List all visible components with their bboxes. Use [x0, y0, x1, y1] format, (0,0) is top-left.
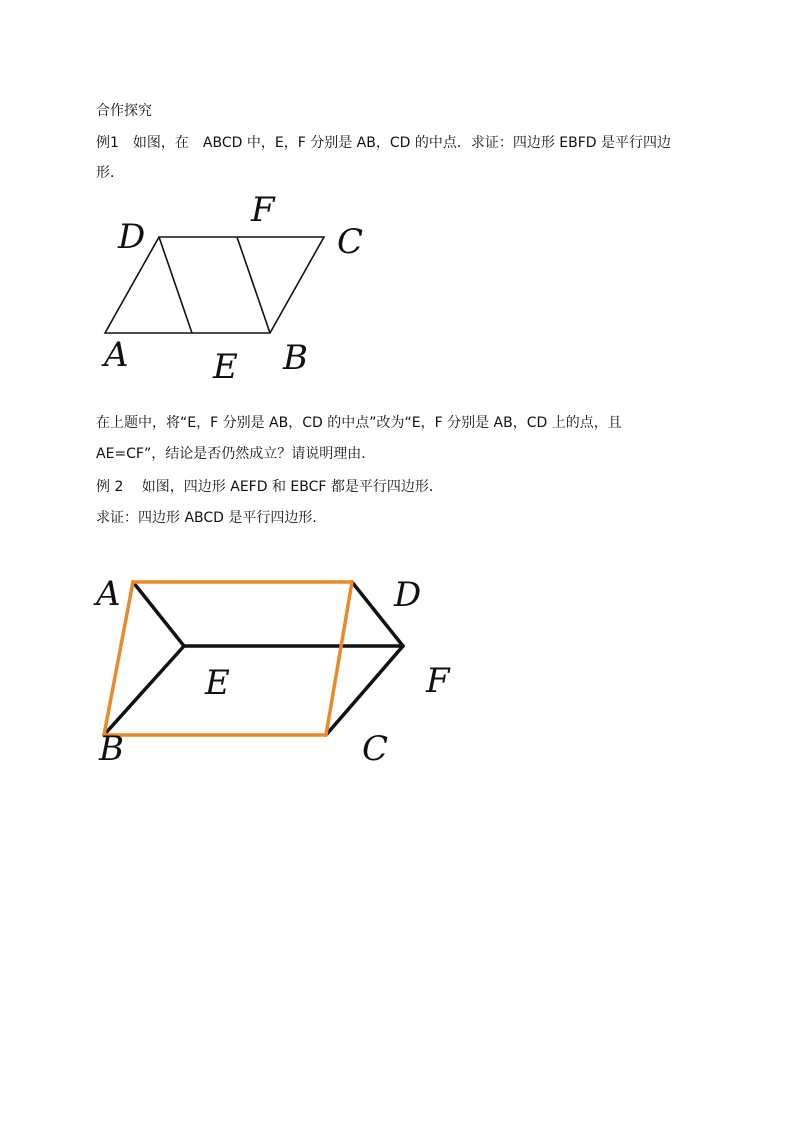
fig1-label-c: C: [337, 222, 364, 262]
fig2-label-a: A: [96, 574, 121, 614]
fig1-label-d: D: [118, 217, 146, 257]
fig2-segment-ae: [133, 582, 184, 646]
fig2-segment-eb: [104, 646, 184, 735]
fig2-label-b: B: [99, 729, 124, 769]
example1-text-line1: 例1 如图，在 ABCD 中，E，F 分别是 AB，CD 的中点．求证：四边形 EBFD 是平行四边: [96, 135, 672, 151]
fig1-label-b: B: [283, 338, 308, 378]
fig2-label-d: D: [394, 575, 422, 615]
fig2-label-e: E: [205, 663, 230, 703]
question-text-line2: AE=CF”，结论是否仍然成立？请说明理由．: [96, 446, 376, 462]
fig1-label-e: E: [213, 347, 238, 387]
fig2-label-f: F: [426, 661, 450, 701]
section-heading: 合作探究: [96, 103, 152, 119]
example1-text-line2: 形．: [96, 165, 124, 181]
example2-text-line1: 例 2 如图，四边形 AEFD 和 EBCF 都是平行四边形．: [96, 479, 443, 495]
fig2-label-c: C: [362, 729, 389, 769]
fig1-label-f: F: [251, 190, 275, 230]
fig2-abcd-outline: [104, 582, 352, 735]
fig1-label-a: A: [104, 335, 129, 375]
example2-text-line2: 求证：四边形 ABCD 是平行四边形．: [96, 510, 327, 526]
question-text-line1: 在上题中，将“E，F 分别是 AB，CD 的中点”改为“E，F 分别是 AB，CD 上的点，且: [96, 415, 622, 431]
